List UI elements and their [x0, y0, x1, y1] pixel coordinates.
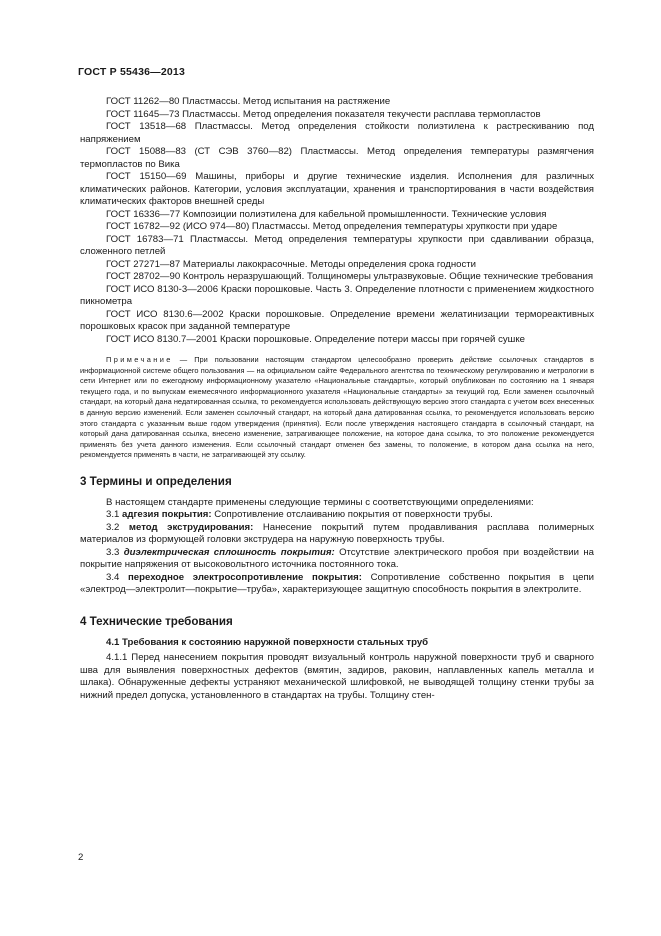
section-3-intro: В настоящем стандарте применены следующие термины с соответствующими определениями:: [106, 496, 534, 508]
document-header: ГОСТ Р 55436—2013: [78, 66, 186, 78]
term-definition: [80, 547, 594, 572]
reference-item: ГОСТ 15088—83 (СТ СЭВ 3760—82) Пластмассы. Метод определения температуры размягчения термопластов по Вика: [80, 146, 594, 170]
reference-item: ГОСТ 16782—92 (ИСО 974—80) Пластмассы. Метод определения температуры хрупкости при ударе: [106, 221, 558, 232]
term-def: Отсутствие электрического пробоя при воздействии на покрытие напряжения от высоковольтного источника постоянного тока.: [80, 546, 595, 571]
term-number: 3.1: [106, 509, 120, 521]
section-4-title: 4 Технические требования: [80, 614, 233, 628]
page-number: 2: [78, 852, 84, 863]
term-def: Сопротивление отслаиванию покрытия от поверхности трубы.: [214, 509, 493, 521]
references-list: [80, 96, 594, 346]
term-definition: [80, 509, 594, 522]
section-3-title: 3 Термины и определения: [80, 474, 232, 488]
term-number: 3.4: [106, 571, 120, 583]
note-paragraph: [80, 355, 594, 461]
page-body: [80, 96, 594, 702]
reference-item: ГОСТ 13518—68 Пластмассы. Метод определения стойкости полиэтилена к растрескиванию под напряжением: [80, 121, 594, 145]
reference-item: ГОСТ 27271—87 Материалы лакокрасочные. Методы определения срока годности: [106, 258, 477, 270]
term-number: 3.2: [106, 521, 120, 533]
note-block: [80, 355, 594, 461]
reference-item: ГОСТ ИСО 8130.6—2002 Краски порошковые. Определение времени желатинизации термореактивных порошковых красок при заданной температуре: [80, 308, 594, 332]
paragraph-4-1-1: 4.1.1 Перед нанесением покрытия проводят визуальный контроль наружной поверхности труб и сварного шва для выявления поверхностных дефектов (вмятин, задиров, раковин, наплавленных капель металла и шлака). Обнаруженные дефекты устраняют механической шлифовкой, не выводящей толщину стенки трубы за нижний предел допуска, установленного в стандартах на трубы. Толщину стен-: [80, 652, 594, 701]
term-def: Сопротивление собственно покрытия в цепи «электрод—электролит—покрытие—труба», характеризующее защитную способность покрытия в электролите.: [80, 571, 595, 596]
term-definition: [80, 572, 594, 597]
reference-item: ГОСТ 15150—69 Машины, приборы и другие технические изделия. Исполнения для различных климатических районов. Категории, условия эксплуатации, хранения и транспортирования в части воздействия климатических факторов внешней среды: [80, 171, 594, 207]
term-number: 3.3: [106, 546, 120, 558]
subsection-4-1-title: 4.1 Требования к состоянию наружной поверхности стальных труб: [106, 636, 429, 648]
note-text: — При пользовании настоящим стандартом целесообразно проверить действие ссылочных стандартов в информационной системе общего пользования — на официальном сайте Федерального агентства по техническому регулированию и метрологии в сети Интернет или по ежегодному информационному указателю «Национальные стандарты», который опубликован по состоянию на 1 января текущего года, и по выпускам ежемесячного информационного указателя «Национальные стандарты» за текущий год. Если заменен ссылочный стандарт, на который дана недатированная ссылка, то рекомендуется использовать действующую версию этого стандарта с учетом всех внесенных в данную версию изменений. Если заменен ссылочный стандарт, на который дана датированная ссылка, то рекомендуется использовать версию этого стандарта с указанным выше годом утверждения (принятия). Если после утверждения настоящего стандарта в ссылочный стандарт, на который дана датированная ссылка, внесено изменение, затрагивающее положение, на которое дана ссылка, то это положение рекомендуется применять без учета данного изменения. Если ссылочный стандарт отменен без замены, то положение, в котором дана ссылка на него, рекомендуется применять в части, не затрагивающей эту ссылку.: [80, 355, 594, 460]
reference-item: ГОСТ ИСО 8130-3—2006 Краски порошковые. Часть 3. Определение плотности с применением жидкостного пикнометра: [80, 283, 594, 307]
reference-item: ГОСТ 16783—71 Пластмассы. Метод определения температуры хрупкости при сдавливании образца, сложенного петлей: [80, 233, 594, 257]
reference-item: ГОСТ ИСО 8130.7—2001 Краски порошковые. Определение потери массы при горячей сушке: [106, 333, 526, 345]
term-name: метод экструдирования:: [128, 521, 254, 533]
term-name: адгезия покрытия:: [122, 509, 212, 521]
term-name: переходное электросопротивление покрытия:: [128, 571, 362, 583]
term-definition: [80, 522, 594, 547]
reference-item: ГОСТ 28702—90 Контроль неразрушающий. Толщиномеры ультразвуковые. Общие технические требования: [106, 271, 594, 282]
note-label: Примечание: [106, 355, 173, 364]
reference-item: ГОСТ 11262—80 Пластмассы. Метод испытания на растяжение: [106, 96, 391, 107]
term-def: Нанесение покрытий путем продавливания расплава полимерных материалов из формующей головки экструдера на наружную поверхность трубы.: [80, 521, 595, 546]
reference-item: ГОСТ 11645—73 Пластмассы. Метод определения показателя текучести расплава термопластов: [106, 108, 541, 120]
term-name: диэлектрическая сплошность покрытия:: [123, 546, 335, 558]
reference-item: ГОСТ 16336—77 Композиции полиэтилена для кабельной промышленности. Технические условия: [106, 208, 547, 220]
